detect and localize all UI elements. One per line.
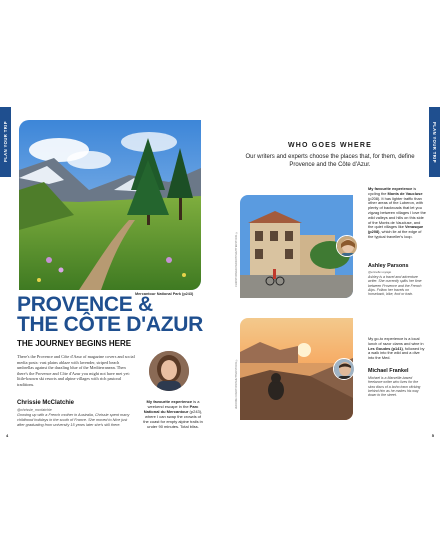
page-title	[17, 295, 207, 335]
ashley-bio: Ashley is a travel and adventure writer. She currently splits her time between Provence and the French Alps. Follow her travels on horseback, bike, foot or train.	[368, 275, 422, 297]
title-line-2: THE CÔTE D'AZUR	[17, 313, 203, 336]
ashley-fav-place-1: Monts de Vaucluse	[387, 190, 423, 196]
michael-name: Michael Frankel	[368, 368, 409, 374]
section-intro: Our writers and experts choose the places that, for them, define Provence and the Côte d'Azur.	[245, 154, 415, 168]
ashley-fav-text-3: , which lie at the edge of the typical traveller's loop.	[368, 229, 422, 239]
page-number-left: 4	[6, 433, 9, 438]
michael-bio: Michael is a Marseille-based freelance writer who lives for the slow discs of a boho town clicking behind him as he makes his way down to the street.	[368, 376, 421, 398]
photo-credit-1: CHRISTOPHER PERROT/SHUTTERSTOCK ©	[235, 231, 238, 287]
ashley-avatar	[336, 235, 358, 257]
page-subtitle: THE JOURNEY BEGINS HERE	[17, 339, 132, 348]
michael-fav-place: Les Goudes (p141)	[368, 345, 403, 351]
side-tab-left: PLAN YOUR TRIP	[0, 107, 11, 177]
michael-avatar	[333, 358, 355, 380]
author-bio: Growing up with a French mother in Australia, Chrissie spent many childhood holidays in the south of France. She moved to Nice just after graduating from university 15 years later she's still there.	[17, 413, 130, 427]
michael-fav-text-1: My go-to experience is a local lunch of razor clams and wine in	[368, 336, 424, 346]
hero-photo-mercantour	[19, 120, 201, 290]
hero-caption: Mercantour National Park (p243)	[135, 292, 194, 296]
title-line-1: PROVENCE &	[17, 293, 153, 316]
ashley-fav-text-2: (p208). It has lighter traffic than other areas of the Luberon, with plenty of backroads that let you zigzag between villages I love the wild valleys and hills on this side of the Monts de Vaucluse, and the quiet villages like	[368, 195, 426, 230]
photo-credit-2: JEROME COURTOIS/SHUTTERSTOCK ©	[235, 358, 238, 409]
michael-favourite	[368, 337, 426, 361]
ashley-handle: @ennelle.voyage	[368, 270, 392, 274]
side-tab-right: PLAN YOUR TRIP	[429, 107, 440, 177]
book-spread	[0, 107, 440, 442]
favourite-text-after: (p243), where I can swap the crowds of the coast for empty alpine trails in under 90 minutes. Total bliss.	[143, 409, 203, 429]
ashley-name: Ashley Parsons	[368, 263, 409, 269]
favourite-text-before: is a weekend escape in the	[147, 399, 200, 409]
intro-paragraph: There's the Provence and Côte d'Azur of magazine covers and social media posts: vast plains ablaze with lavender, striped beach umbrellas against the dazzling blue of the Mediterranean. Then there's the Provence and Côte d'Azur you might not have met yet: little-known ski resorts and alpine villages with rich pastoral traditions.	[17, 354, 135, 387]
ashley-fav-label: My favourite experience	[368, 186, 413, 191]
favourite-label: My favourite experience	[146, 399, 193, 404]
michael-fav-text-2: , followed by a walk into the wild and a dive into the Med.	[368, 345, 425, 361]
page-number-right: 5	[431, 433, 434, 438]
favourite-place: Parc National du Mercantour	[143, 404, 199, 414]
author-portrait	[149, 351, 189, 391]
ashley-fav-text-1: is cycling the	[368, 186, 417, 196]
ashley-fav-place-2: Venasque (p208)	[368, 224, 424, 235]
author-handle: @chrissie_mcclatchie	[17, 408, 52, 412]
author-name: Chrissie McClatchie	[17, 400, 75, 406]
favourite-experience	[143, 399, 203, 429]
section-heading: WHO GOES WHERE	[287, 142, 373, 149]
ashley-favourite	[368, 187, 426, 240]
